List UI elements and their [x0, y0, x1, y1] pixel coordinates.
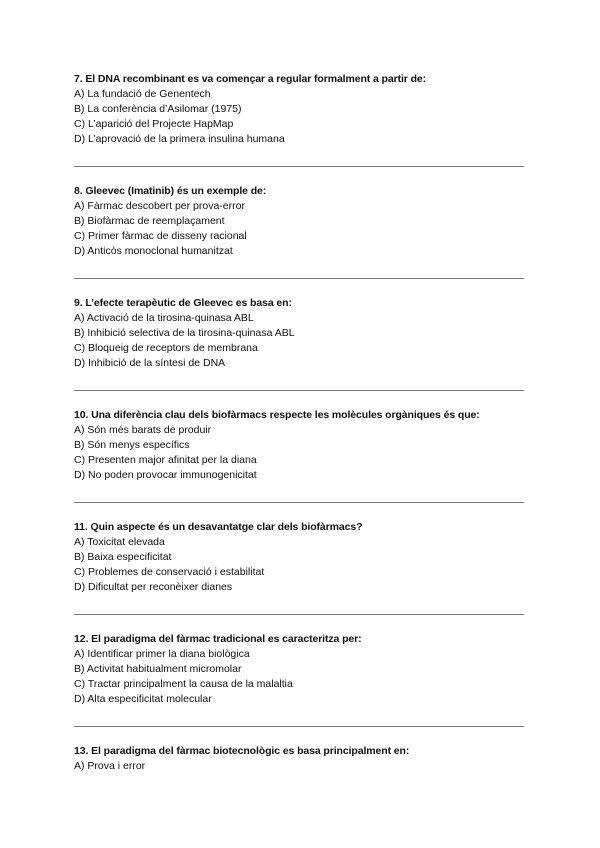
question-title: 10. Una diferència clau dels biofàrmacs respecte les molècules orgàniques és que:: [74, 409, 480, 421]
option-a: A) Són més barats de produir: [74, 424, 212, 436]
question-7: [74, 72, 534, 147]
option-d: D) No poden provocar immunogenicitat: [74, 469, 257, 481]
option-b: B) Activitat habitualment micromolar: [74, 663, 242, 675]
option-c: C) Problemes de conservació i estabilitat: [74, 566, 265, 578]
question-13: [74, 744, 534, 774]
option-a: A) Fàrmac descobert per prova-error: [74, 200, 245, 212]
question-12: [74, 632, 534, 707]
option-a: A) Identificar primer la diana biològica: [74, 648, 250, 660]
option-c: C) L’aparició del Projecte HapMap: [74, 118, 234, 130]
option-a: A) Prova i error: [74, 760, 146, 772]
question-10: [74, 408, 534, 483]
option-d: D) Anticòs monoclonal humanitzat: [74, 245, 233, 257]
option-b: B) Són menys específics: [74, 439, 190, 451]
question-title: 9. L’efecte terapèutic de Gleevec es basa en:: [74, 297, 292, 309]
option-b: B) Baixa especificitat: [74, 551, 172, 563]
divider: [74, 166, 524, 167]
question-title: 8. Gleevec (Imatinib) és un exemple de:: [74, 185, 267, 197]
option-d: D) Inhibició de la síntesi de DNA: [74, 357, 226, 369]
question-title: 13. El paradigma del fàrmac biotecnològic es basa principalment en:: [74, 745, 410, 757]
divider: [74, 502, 524, 503]
option-a: A) Toxicitat elevada: [74, 536, 165, 548]
question-title: 7. El DNA recombinant es va començar a regular formalment a partir de:: [74, 73, 427, 85]
question-11: [74, 520, 534, 595]
question-title: 11. Quin aspecte és un desavantatge clar dels biofàrmacs?: [74, 521, 363, 533]
option-c: C) Bloqueig de receptors de membrana: [74, 342, 258, 354]
option-d: D) Alta especificitat molecular: [74, 693, 212, 705]
option-d: D) Dificultat per reconèixer dianes: [74, 581, 233, 593]
option-a: A) Activació de la tirosina-quinasa ABL: [74, 312, 254, 324]
question-9: [74, 296, 534, 371]
divider: [74, 726, 524, 727]
option-c: C) Tractar principalment la causa de la malaltia: [74, 678, 293, 690]
option-a: A) La fundació de Genentech: [74, 88, 211, 100]
option-b: B) La conferència d’Asilomar (1975): [74, 103, 242, 115]
option-d: D) L’aprovació de la primera insulina humana: [74, 133, 285, 145]
question-title: 12. El paradigma del fàrmac tradicional es caracteritza per:: [74, 633, 362, 645]
option-c: C) Primer fàrmac de disseny racional: [74, 230, 247, 242]
divider: [74, 390, 524, 391]
option-b: B) Inhibició selectiva de la tirosina-quinasa ABL: [74, 327, 295, 339]
option-b: B) Biofàrmac de reemplaçament: [74, 215, 225, 227]
divider: [74, 278, 524, 279]
divider: [74, 614, 524, 615]
question-8: [74, 184, 534, 259]
option-c: C) Presenten major afinitat per la diana: [74, 454, 257, 466]
